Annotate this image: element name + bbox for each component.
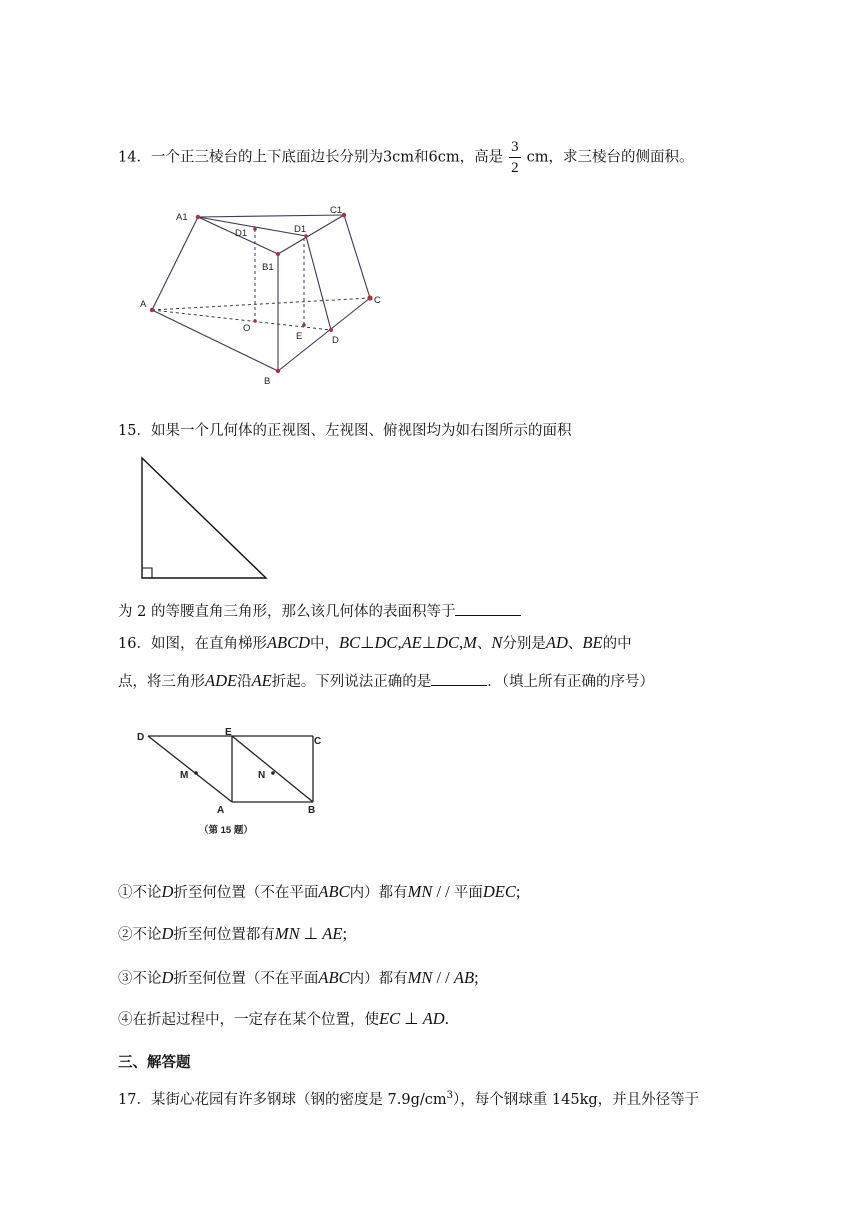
q16-text: 、 [567, 636, 583, 652]
math-var: AE [251, 671, 272, 690]
label-d1-a: D1 [235, 228, 248, 239]
q14-line [118, 137, 694, 178]
math-var: BC [339, 633, 361, 652]
math-var: AD [422, 1009, 445, 1028]
q17-line [118, 1085, 699, 1111]
math-symbol: ; [515, 882, 521, 901]
math-symbol: ⊥ [421, 633, 437, 652]
edge-d-d1 [306, 236, 331, 330]
q16-text: 点，将三角形 [118, 674, 205, 690]
q16-text: ②不论 [118, 927, 162, 943]
vertex-c1 [342, 213, 346, 217]
label-e: E [225, 727, 232, 738]
math-var: M [463, 633, 477, 652]
math-var: DEC [482, 882, 516, 901]
q16-text: 内）都有 [349, 885, 408, 901]
vertex-a1 [196, 215, 200, 219]
q15-line-2 [118, 601, 521, 623]
q14-frac-num: 3 [509, 137, 521, 158]
math-var: ABC [318, 968, 350, 987]
math-var: MN [407, 968, 433, 987]
midpoint-n [271, 771, 275, 775]
math-symbol: / / [432, 882, 454, 901]
math-var: AB [453, 968, 475, 987]
math-symbol: ⊥ [299, 924, 323, 943]
label-b: B [308, 805, 316, 816]
math-var: EC [379, 1009, 401, 1028]
edge-a1-d1 [198, 217, 306, 236]
edge-b-c [278, 298, 370, 371]
label-b1: B1 [262, 262, 274, 273]
math-symbol: ⊥ [400, 1009, 423, 1028]
edge-a1-c1 [198, 215, 344, 217]
math-symbol: , [397, 633, 402, 652]
q16-answer-blank[interactable] [431, 671, 487, 686]
q16-option-3 [118, 967, 479, 990]
q16-option-2 [118, 923, 347, 946]
q16-text: 平面 [453, 885, 483, 901]
q15-right-triangle-figure [136, 452, 272, 582]
edge-e-b [232, 736, 313, 802]
q16-text: ③不论 [118, 971, 162, 987]
q16-trapezoid-figure [132, 722, 328, 840]
q16-text: 、 [476, 636, 492, 652]
math-symbol: . [444, 1009, 449, 1028]
vertex-b [276, 369, 280, 373]
label-c: C [314, 736, 322, 747]
math-var: DC [374, 633, 398, 652]
q16-text: 的中 [602, 636, 632, 652]
q14-number: 14． [118, 149, 151, 166]
q16-option-4 [118, 1008, 449, 1031]
vertex-b1 [276, 252, 280, 256]
label-a1: A1 [176, 212, 188, 223]
label-d: D [332, 335, 339, 346]
math-var: D [161, 968, 174, 987]
math-symbol: ⊥ [360, 633, 375, 652]
q15-answer-blank[interactable] [455, 601, 521, 616]
edge-a-a1 [152, 217, 198, 310]
vertex-d [329, 328, 333, 332]
math-var: DC [436, 633, 460, 652]
label-e: E [296, 331, 303, 342]
math-symbol: ; [474, 968, 479, 987]
vertex-e [302, 323, 306, 327]
q16-text: 内）都有 [349, 971, 408, 987]
math-var: ADE [205, 671, 238, 690]
q14-frustum-figure [132, 200, 402, 390]
q15-line-1 [118, 420, 571, 442]
math-var: N [491, 633, 503, 652]
q14-text-b: cm，求三棱台的侧面积。 [526, 149, 694, 166]
q16-line-1 [118, 632, 632, 655]
math-var: ABC [318, 882, 350, 901]
vertex-a [150, 308, 154, 312]
vertex-o [253, 319, 257, 323]
q16-line-2 [118, 670, 654, 693]
label-c: C [374, 295, 381, 306]
q16-text: 折起。下列说法正确的是 [271, 674, 432, 690]
math-var: MN [407, 882, 433, 901]
section-heading: 三、解答题 [118, 1055, 191, 1071]
math-var: ABCD [266, 633, 311, 652]
math-symbol: , [459, 633, 464, 652]
math-var: AE [401, 633, 422, 652]
q16-text: ①不论 [118, 885, 162, 901]
vertex-c [367, 295, 372, 300]
figure-caption: （第 15 题） [199, 825, 253, 836]
q15-text-a: 如果一个几何体的正视图、左视图、俯视图均为如右图所示的面积 [150, 423, 572, 439]
hidden-a-c [152, 298, 370, 310]
q17-number: 17． [118, 1091, 151, 1108]
q15-text-b: 为 2 的等腰直角三角形，那么该几何体的表面积等于 [118, 604, 456, 620]
q16-text: 折至何位置（不在平面 [173, 885, 319, 901]
label-m: M [180, 770, 189, 781]
q16-text: 折至何位置都有 [173, 927, 275, 943]
label-b: B [264, 376, 271, 387]
q16-text: 分别是 [502, 636, 546, 652]
label-o: O [243, 323, 251, 334]
math-symbol: / / [432, 968, 454, 987]
q16-text: 中， [310, 636, 340, 652]
label-c1: C1 [330, 205, 343, 216]
q16-text: ④在折起过程中，一定存在某个位置，使 [118, 1012, 379, 1028]
q16-text: ．（填上所有正确的序号） [487, 674, 654, 690]
q16-text: 沿 [237, 674, 252, 690]
q14-frac-den: 2 [511, 160, 519, 176]
math-var: AD [545, 633, 568, 652]
edge-c-c1 [344, 215, 370, 298]
q17-text-a: 某街心花园有许多钢球（钢的密度是 7.9g/cm [150, 1091, 447, 1108]
math-var: D [161, 882, 174, 901]
edge-d-a [148, 736, 232, 802]
midpoint-m [194, 771, 198, 775]
math-var: BE [582, 633, 603, 652]
q16-text: 折至何位置（不在平面 [173, 971, 319, 987]
label-d: D [137, 732, 145, 743]
label-a: A [140, 299, 147, 310]
edge-c1-b1 [278, 215, 344, 254]
math-symbol: ; [342, 924, 348, 943]
q16-text: 如图，在直角梯形 [150, 636, 267, 652]
q14-height-fraction [509, 137, 521, 178]
q17-text-b: ），每个钢球重 145kg，并且外径等于 [453, 1091, 700, 1108]
q16-option-1 [118, 881, 520, 904]
label-n: N [258, 770, 266, 781]
label-a: A [217, 805, 225, 816]
q14-text-a: 一个正三棱台的上下底面边长分别为3cm和6cm，高是 [150, 149, 504, 166]
q15-number: 15． [118, 423, 151, 439]
math-var: AE [322, 924, 343, 943]
math-var: MN [274, 924, 300, 943]
vertex-d1-a [253, 227, 257, 231]
q16-number: 16． [118, 636, 151, 652]
math-var: D [161, 924, 174, 943]
q17-superscript: 3 [446, 1090, 454, 1101]
edge-a-b [152, 310, 278, 371]
label-d1-b: D1 [294, 224, 307, 235]
